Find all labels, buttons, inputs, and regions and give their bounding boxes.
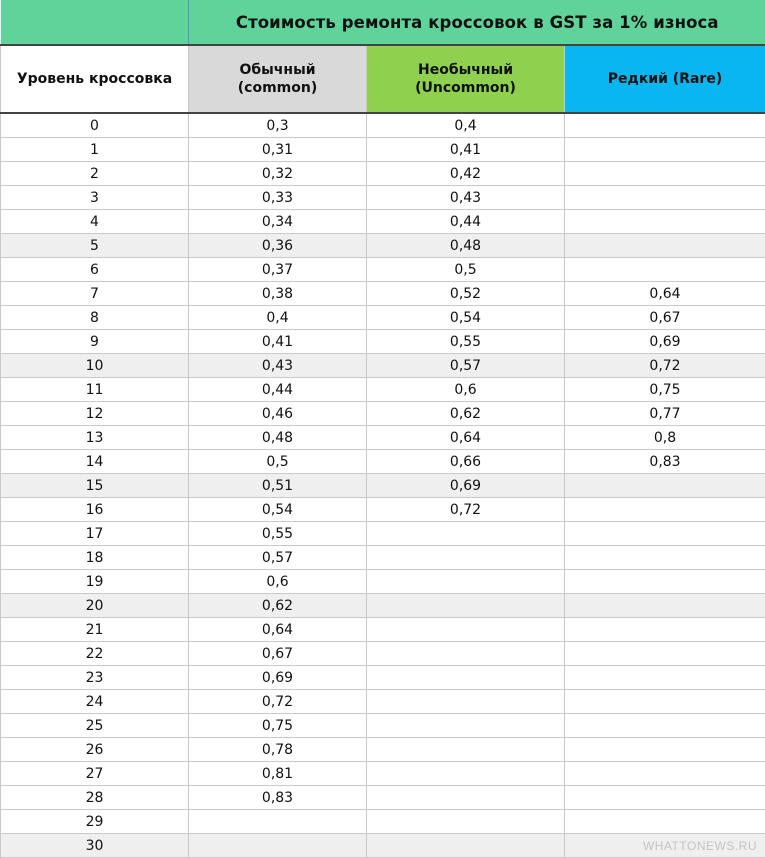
cell-level: 22 xyxy=(1,642,189,666)
table-row xyxy=(1,618,765,642)
cell-level: 13 xyxy=(1,426,189,450)
header-level: Уровень кроссовка xyxy=(1,45,189,113)
cell-level: 6 xyxy=(1,258,189,282)
cell-common: 0,83 xyxy=(189,786,367,810)
header-common: Обычный (common) xyxy=(189,45,367,113)
cell-common: 0,57 xyxy=(189,546,367,570)
cell-level: 20 xyxy=(1,594,189,618)
cell-level: 4 xyxy=(1,210,189,234)
cell-rare xyxy=(565,113,765,138)
cell-uncommon xyxy=(367,834,565,858)
cell-level: 21 xyxy=(1,618,189,642)
cell-rare xyxy=(565,594,765,618)
cell-rare: 0,8 xyxy=(565,426,765,450)
cell-common: 0,31 xyxy=(189,138,367,162)
cell-uncommon xyxy=(367,714,565,738)
cell-common: 0,46 xyxy=(189,402,367,426)
cell-common: 0,54 xyxy=(189,498,367,522)
cell-uncommon: 0,48 xyxy=(367,234,565,258)
cell-level: 30 xyxy=(1,834,189,858)
cell-level: 19 xyxy=(1,570,189,594)
cell-common: 0,4 xyxy=(189,306,367,330)
table-row xyxy=(1,810,765,834)
cell-uncommon xyxy=(367,546,565,570)
cell-level: 17 xyxy=(1,522,189,546)
table-row xyxy=(1,570,765,594)
cell-level: 26 xyxy=(1,738,189,762)
cell-common: 0,34 xyxy=(189,210,367,234)
cell-uncommon xyxy=(367,618,565,642)
cell-rare xyxy=(565,618,765,642)
cell-uncommon: 0,62 xyxy=(367,402,565,426)
table-row xyxy=(1,186,765,210)
cell-rare xyxy=(565,234,765,258)
cell-rare: 0,83 xyxy=(565,450,765,474)
cell-uncommon xyxy=(367,666,565,690)
cell-uncommon: 0,4 xyxy=(367,113,565,138)
cell-common: 0,44 xyxy=(189,378,367,402)
cell-common: 0,36 xyxy=(189,234,367,258)
table-title: Стоимость ремонта кроссовок в GST за 1% износа xyxy=(189,0,765,45)
cell-level: 29 xyxy=(1,810,189,834)
cell-level: 10 xyxy=(1,354,189,378)
header-rare: Редкий (Rare) xyxy=(565,45,765,113)
cell-common: 0,32 xyxy=(189,162,367,186)
cell-uncommon xyxy=(367,738,565,762)
table-row xyxy=(1,113,765,138)
cell-common: 0,48 xyxy=(189,426,367,450)
table-body xyxy=(1,113,765,858)
table-row xyxy=(1,282,765,306)
cell-uncommon xyxy=(367,786,565,810)
cell-uncommon: 0,41 xyxy=(367,138,565,162)
cell-level: 16 xyxy=(1,498,189,522)
cell-uncommon: 0,5 xyxy=(367,258,565,282)
cell-rare xyxy=(565,138,765,162)
cell-rare xyxy=(565,162,765,186)
cell-level: 18 xyxy=(1,546,189,570)
cell-common: 0,62 xyxy=(189,594,367,618)
cell-rare: 0,67 xyxy=(565,306,765,330)
table-row xyxy=(1,162,765,186)
cell-uncommon xyxy=(367,690,565,714)
cell-level: 11 xyxy=(1,378,189,402)
cell-uncommon: 0,54 xyxy=(367,306,565,330)
watermark: WHATTONEWS.RU xyxy=(643,839,757,853)
table-row xyxy=(1,714,765,738)
cell-rare: 0,69 xyxy=(565,330,765,354)
cell-common: 0,38 xyxy=(189,282,367,306)
cell-common: 0,81 xyxy=(189,762,367,786)
title-row xyxy=(1,0,765,45)
cell-common: 0,6 xyxy=(189,570,367,594)
cell-rare xyxy=(565,498,765,522)
header-row xyxy=(1,45,765,113)
cell-uncommon xyxy=(367,522,565,546)
cell-rare: 0,72 xyxy=(565,354,765,378)
cell-uncommon: 0,69 xyxy=(367,474,565,498)
table-row xyxy=(1,234,765,258)
cell-rare xyxy=(565,186,765,210)
cell-common: 0,69 xyxy=(189,666,367,690)
cell-level: 14 xyxy=(1,450,189,474)
cell-rare xyxy=(565,810,765,834)
cell-rare xyxy=(565,786,765,810)
table-row xyxy=(1,642,765,666)
cell-rare xyxy=(565,666,765,690)
table-row xyxy=(1,354,765,378)
cell-level: 24 xyxy=(1,690,189,714)
cell-rare xyxy=(565,474,765,498)
cell-rare xyxy=(565,546,765,570)
corner-cell xyxy=(1,0,189,45)
cell-level: 8 xyxy=(1,306,189,330)
cell-common xyxy=(189,834,367,858)
cell-uncommon: 0,43 xyxy=(367,186,565,210)
cell-uncommon: 0,57 xyxy=(367,354,565,378)
cell-level: 25 xyxy=(1,714,189,738)
cell-common: 0,64 xyxy=(189,618,367,642)
table-row xyxy=(1,258,765,282)
cell-common: 0,41 xyxy=(189,330,367,354)
cell-level: 3 xyxy=(1,186,189,210)
cell-level: 28 xyxy=(1,786,189,810)
cell-level: 7 xyxy=(1,282,189,306)
table-row xyxy=(1,210,765,234)
cell-level: 5 xyxy=(1,234,189,258)
cell-uncommon: 0,44 xyxy=(367,210,565,234)
cell-common: 0,72 xyxy=(189,690,367,714)
table-row xyxy=(1,594,765,618)
cell-common: 0,67 xyxy=(189,642,367,666)
table-row xyxy=(1,786,765,810)
cell-rare: 0,77 xyxy=(565,402,765,426)
cell-common: 0,33 xyxy=(189,186,367,210)
cell-uncommon: 0,64 xyxy=(367,426,565,450)
table-row xyxy=(1,738,765,762)
table-row xyxy=(1,522,765,546)
cell-rare xyxy=(565,258,765,282)
cell-level: 15 xyxy=(1,474,189,498)
table-row xyxy=(1,378,765,402)
cell-uncommon: 0,6 xyxy=(367,378,565,402)
table-row xyxy=(1,450,765,474)
cell-uncommon: 0,55 xyxy=(367,330,565,354)
cell-common: 0,78 xyxy=(189,738,367,762)
table-row xyxy=(1,402,765,426)
cell-rare xyxy=(565,738,765,762)
cell-common: 0,75 xyxy=(189,714,367,738)
cell-common: 0,37 xyxy=(189,258,367,282)
cell-common xyxy=(189,810,367,834)
table-row xyxy=(1,690,765,714)
cell-rare xyxy=(565,642,765,666)
cell-rare xyxy=(565,522,765,546)
cell-uncommon: 0,42 xyxy=(367,162,565,186)
table-row xyxy=(1,426,765,450)
cell-rare xyxy=(565,570,765,594)
cell-uncommon xyxy=(367,810,565,834)
header-uncommon: Необычный (Uncommon) xyxy=(367,45,565,113)
cell-uncommon xyxy=(367,570,565,594)
cell-uncommon xyxy=(367,594,565,618)
cell-rare xyxy=(565,690,765,714)
cell-level: 1 xyxy=(1,138,189,162)
cell-uncommon: 0,72 xyxy=(367,498,565,522)
table-row xyxy=(1,474,765,498)
table-row xyxy=(1,306,765,330)
cell-common: 0,51 xyxy=(189,474,367,498)
cell-uncommon: 0,52 xyxy=(367,282,565,306)
cell-rare: 0,75 xyxy=(565,378,765,402)
cell-uncommon xyxy=(367,642,565,666)
cell-level: 27 xyxy=(1,762,189,786)
table-row xyxy=(1,138,765,162)
cell-common: 0,5 xyxy=(189,450,367,474)
cell-rare xyxy=(565,762,765,786)
cell-rare xyxy=(565,210,765,234)
cell-level: 0 xyxy=(1,113,189,138)
table-row xyxy=(1,666,765,690)
cell-uncommon xyxy=(367,762,565,786)
cell-level: 2 xyxy=(1,162,189,186)
table-row xyxy=(1,330,765,354)
cell-rare: 0,64 xyxy=(565,282,765,306)
cell-rare xyxy=(565,714,765,738)
table-row xyxy=(1,498,765,522)
table-row xyxy=(1,762,765,786)
cell-level: 23 xyxy=(1,666,189,690)
cell-uncommon: 0,66 xyxy=(367,450,565,474)
cell-level: 9 xyxy=(1,330,189,354)
cell-common: 0,43 xyxy=(189,354,367,378)
cell-common: 0,3 xyxy=(189,113,367,138)
cell-level: 12 xyxy=(1,402,189,426)
table-row xyxy=(1,546,765,570)
cell-common: 0,55 xyxy=(189,522,367,546)
